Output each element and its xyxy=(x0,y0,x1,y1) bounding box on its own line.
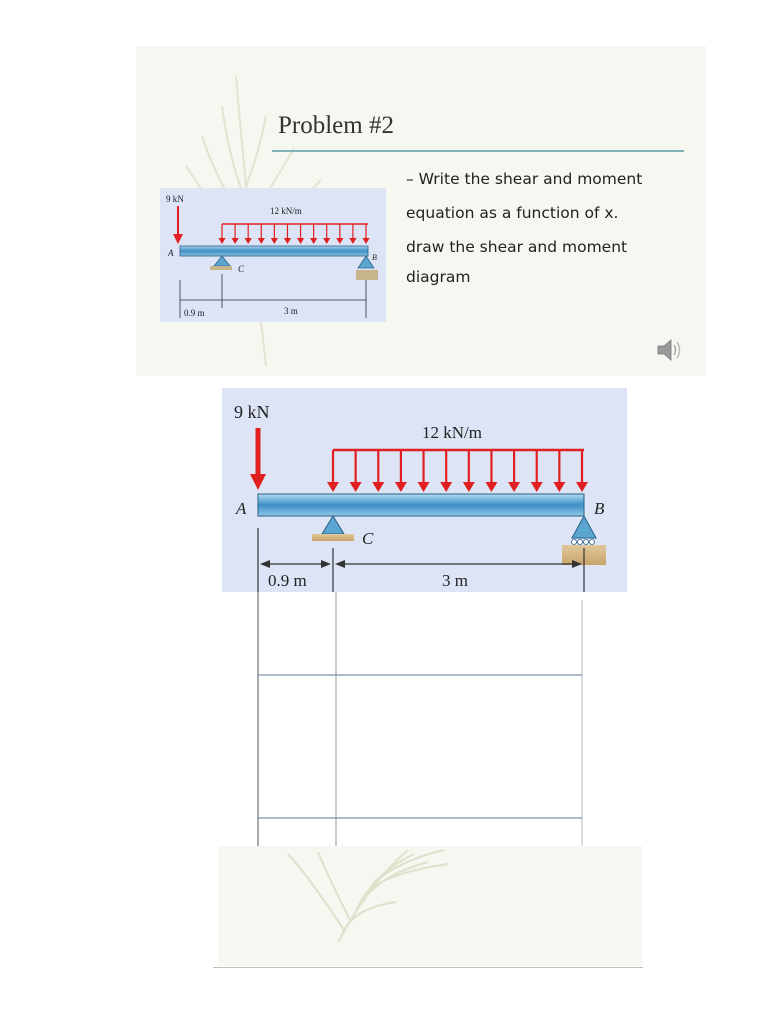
label-a: A xyxy=(236,499,247,518)
distributed-load-arrowhead xyxy=(576,482,588,492)
distributed-load-arrowhead xyxy=(485,482,497,492)
distributed-load-arrowhead xyxy=(231,238,238,244)
distributed-load-arrowhead xyxy=(418,482,430,492)
distributed-load-arrowhead xyxy=(271,238,278,244)
problem-instructions xyxy=(406,168,696,300)
distributed-load-arrowhead xyxy=(531,482,543,492)
slide-problem xyxy=(136,46,706,376)
label-c: C xyxy=(238,264,245,274)
feather-decoration-icon xyxy=(218,846,642,966)
slide-title: Problem #2 xyxy=(278,112,394,139)
label-b: B xyxy=(594,499,605,518)
distributed-load-arrowhead xyxy=(463,482,475,492)
distributed-load-arrowhead xyxy=(218,238,225,244)
shear-moment-diagram-grid xyxy=(222,592,640,846)
distributed-load-arrowhead xyxy=(350,482,362,492)
distributed-load-arrowhead xyxy=(349,238,356,244)
pin-support-icon xyxy=(322,516,344,534)
distributed-load-arrowhead xyxy=(297,238,304,244)
title-divider xyxy=(272,150,684,152)
distributed-load-arrowhead xyxy=(284,238,291,244)
distributed-load-arrowhead xyxy=(440,482,452,492)
bottom-decoration xyxy=(218,846,642,966)
dimension-ac: 0.9 m xyxy=(268,571,307,590)
distributed-load-arrowhead xyxy=(245,238,252,244)
dimension-ac: 0.9 m xyxy=(184,308,205,318)
point-load-label: 9 kN xyxy=(234,402,270,422)
distributed-load-arrowhead xyxy=(327,482,339,492)
distributed-load-arrowhead xyxy=(508,482,520,492)
distributed-load-arrowhead xyxy=(362,238,369,244)
speaker-icon[interactable] xyxy=(656,338,682,362)
instruction-line: – Write the shear and moment xyxy=(406,170,643,188)
distributed-load-label: 12 kN/m xyxy=(270,206,302,216)
distributed-load-label: 12 kN/m xyxy=(422,423,482,442)
dimension-cb: 3 m xyxy=(284,306,298,316)
instruction-line: draw the shear and moment xyxy=(406,238,628,256)
distributed-load-arrowhead xyxy=(336,238,343,244)
instruction-line: equation as a function of x. xyxy=(406,204,619,222)
beam-figure xyxy=(222,388,627,592)
distributed-load-arrowhead xyxy=(258,238,265,244)
point-load-arrow xyxy=(250,474,266,490)
distributed-load-arrowhead xyxy=(323,238,330,244)
beam xyxy=(258,494,584,516)
label-a: A xyxy=(168,248,174,258)
point-load-label: 9 kN xyxy=(166,194,184,204)
label-b: B xyxy=(372,253,377,262)
distributed-load-arrowhead xyxy=(395,482,407,492)
page-divider xyxy=(213,967,643,968)
label-c: C xyxy=(362,529,374,548)
beam-figure-thumbnail xyxy=(160,188,386,322)
instruction-line: diagram xyxy=(406,268,471,286)
distributed-load-arrowhead xyxy=(553,482,565,492)
distributed-load-arrowhead xyxy=(310,238,317,244)
roller-support-icon xyxy=(572,516,596,538)
distributed-load-arrowhead xyxy=(372,482,384,492)
dimension-cb: 3 m xyxy=(442,571,468,590)
